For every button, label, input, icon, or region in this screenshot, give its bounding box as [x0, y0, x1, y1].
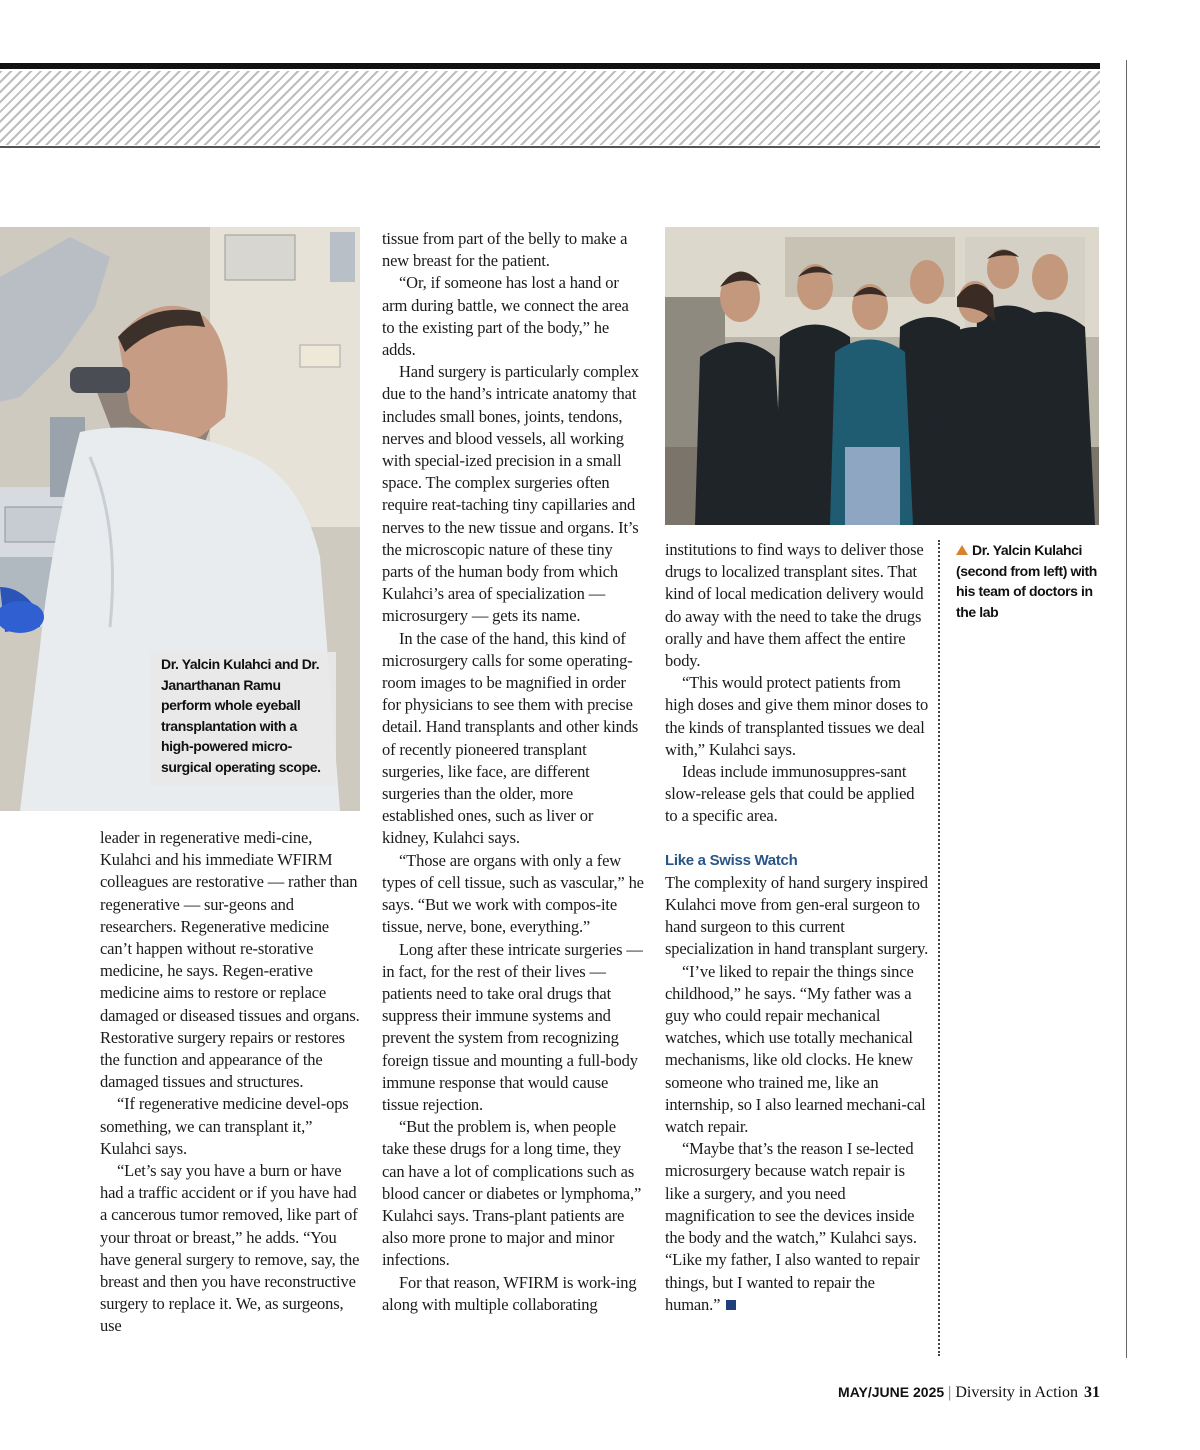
team-photo: [665, 227, 1099, 525]
page-edge-rule: [1126, 60, 1127, 1358]
surgery-photo-caption: Dr. Yalcin Kulahci and Dr. Janarthanan Ramu perform whole eyeball transplantation with a high-powered micro-surgical operating scope.: [150, 652, 336, 786]
end-of-article-icon: [726, 1300, 736, 1310]
paragraph: Long after these intricate surgeries — in fact, for the rest of their lives — patients need to take oral drugs that suppress their immune systems and prevent the system from recognizing foreign tissue and mounting a full-body immune response that would cause tissue rejection.: [382, 939, 643, 1114]
paragraph: In the case of the hand, this kind of microsurgery calls for some operating-room images to be magnified in order for physicians to see them with precise detail. Hand transplants and other kinds of recently pioneered transplant surgeries, like face, are different surgeries than the older, more established ones, such as liver or kidney, Kulahci says.: [382, 628, 639, 848]
section-subhead: Like a Swiss Watch: [665, 851, 798, 869]
paragraph: “This would protect patients from high doses and give them minor doses to the kinds of transplanted tissues we deal with,” Kulahci says.: [665, 673, 929, 759]
folio-separator: |: [948, 1384, 952, 1401]
paragraph: “I’ve liked to repair the things since childhood,” he says. “My father was a guy who could repair mechanical watches, which use totally mechanical mechanisms, like old clocks. He knew someone who trained me, like an internship, so I also learned mechani-cal watch repair.: [665, 961, 926, 1137]
header-hatch-rule: [0, 146, 1100, 148]
paragraph: “Those are organs with only a few types of cell tissue, such as vascular,” he says. “But we work with compos-ite tissue, nerve, bone, everything.”: [382, 850, 644, 937]
paragraph: institutions to find ways to deliver those drugs to localized transplant sites. That kind of local medication delivery would do away with the need to take the drugs orally and have them affect the entire body.: [665, 540, 924, 671]
paragraph: The complexity of hand surgery inspired Kulahci move from gen-eral surgeon to hand surgeon to this current specialization in hand transplant surgery.: [665, 872, 929, 959]
page-number: 31: [1084, 1384, 1100, 1401]
team-photo-caption-text: Dr. Yalcin Kulahci (second from left) with his team of doctors in the lab: [956, 542, 1097, 620]
article-column-3: [665, 539, 929, 1316]
publication-name: Diversity in Action: [955, 1384, 1078, 1401]
paragraph: “If regenerative medicine devel-ops something, we can transplant it,” Kulahci says.: [100, 1094, 349, 1158]
paragraph: leader in regenerative medi-cine, Kulahci and his immediate WFIRM colleagues are restorative — rather than regenerative — sur-geons and researchers. Regenerative medicine can’t happen without re-storative medicine, he says. Regen-erative medicine aims to restore or replace damaged or diseased tissues and organs. Restorative surgery repairs or restores the function and appearance of the damaged tissues and structures.: [100, 828, 360, 1092]
paragraph: For that reason, WFIRM is work-ing along with multiple collaborating: [382, 1272, 637, 1314]
article-column-1: [100, 827, 362, 1338]
article-column-2: [382, 228, 644, 1316]
paragraph: “But the problem is, when people take these drugs for a long time, they can have a lot of complications such as blood cancer or diabetes or lymphoma,” Kulahci says. Trans-plant patients are also more prone to major and minor infections.: [382, 1117, 642, 1270]
paragraph: “Let’s say you have a burn or have had a traffic accident or if you have had a cancerous tumor removed, like part of your throat or breast,” he adds. “You have general surgery to remove, say, the breast and then you have reconstructive surgery to replace it. We, as surgeons, use: [100, 1161, 360, 1336]
paragraph-text: “Maybe that’s the reason I se-lected microsurgery because watch repair is like a surgery, and you need magnification to see the devices inside the body and the watch,” Kulahci says. “Like my father, I also wanted to repair things, but I wanted to repair the human.”: [665, 1139, 920, 1314]
paragraph: Hand surgery is particularly complex due to the hand’s intricate anatomy that includes small bones, joints, tendons, nerves and blood vessels, all working with special-ized precision in a small space. The complex surgeries often require reat-taching tiny capillaries and nerves to the new tissue and organs. It’s the microscopic nature of these tiny parts of the human body from which Kulahci’s area of specialization — microsurgery — gets its name.: [382, 362, 639, 626]
paragraph: Ideas include immunosuppres-sant slow-release gels that could be applied to a specific area.: [665, 762, 915, 826]
page-folio: [838, 1384, 1100, 1402]
issue-date: MAY/JUNE 2025: [838, 1384, 945, 1400]
paragraph: “Or, if someone has lost a hand or arm during battle, we connect the area to the existing part of the body,” he adds.: [382, 273, 629, 360]
top-rule: [0, 63, 1100, 69]
paragraph: [665, 1138, 929, 1316]
sidebar-dotted-rule: [938, 540, 940, 1356]
triangle-marker-icon: [956, 545, 968, 555]
header-hatch-band: [0, 71, 1100, 145]
team-photo-caption: [956, 540, 1106, 622]
paragraph: tissue from part of the belly to make a new breast for the patient.: [382, 229, 628, 271]
